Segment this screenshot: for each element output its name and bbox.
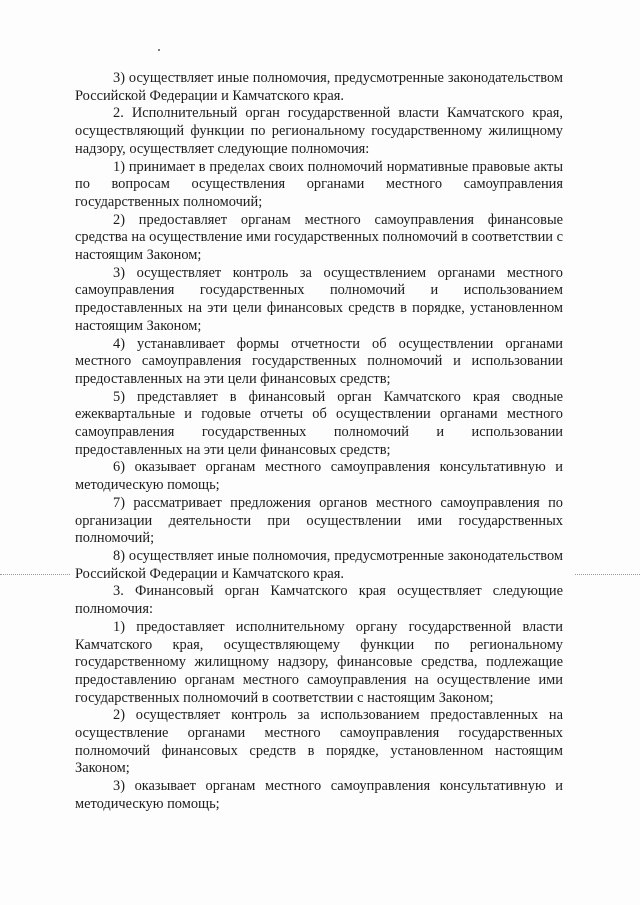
section-3-intro: 3. Финансовый орган Камчатского края осуществляет следующие полномочия: [75, 583, 563, 618]
section-2-intro: 2. Исполнительный орган государственной власти Камчатского края, осуществляющий функции по региональному государственному жилищному надзору, осуществляет следующие полномочия: [75, 105, 563, 157]
section-2-item-8: 8) осуществляет иные полномочия, предусмотренные законодательством Российской Федерации и Камчатского края. [75, 547, 563, 582]
section-3-item-3: 3) оказывает органам местного самоуправления консультативную и методическую помощь; [75, 778, 563, 812]
scan-artifact-right [575, 574, 640, 575]
scan-artifact-left [0, 574, 70, 575]
section-2-item-2: 2) предоставляет органам местного самоуправления финансовые средства на осуществление ими государственных полномочий в соответствии с настоящим Законом; [75, 211, 563, 264]
section-2-item-6: 6) оказывает органам местного самоуправления консультативную и методическую помощь; [75, 459, 563, 494]
section-2-item-5: 5) представляет в финансовый орган Камчатского края сводные ежеквартальные и годовые отчеты об осуществлении органами местного самоуправления государственных полномочий и использовании предоставленных на эти цели финансовых средств; [75, 388, 563, 458]
scan-speck [158, 49, 160, 51]
section-2-item-1: 1) принимает в пределах своих полномочий нормативные правовые акты по вопросам осуществления органами местного самоуправления государственных полномочий; [75, 158, 563, 210]
section-2-item-7: 7) рассматривает предложения органов местного самоуправления по организации деятельности при осуществлении ими государственных полномочий; [75, 494, 563, 547]
section-2-item-3: 3) осуществляет контроль за осуществлением органами местного самоуправления государственных полномочий и использованием предоставленных на эти цели финансовых средств в порядке, установленном настоящим Законом; [75, 264, 563, 334]
paragraph-1-3: 3) осуществляет иные полномочия, предусмотренные законодательством Российской Федерации и Камчатского края. [75, 70, 563, 104]
document-body [75, 70, 563, 814]
section-3-item-1: 1) предоставляет исполнительному органу государственной власти Камчатского края, осуществляющему функции по региональному государственному жилищному надзору, финансовые средства, подлежащие предоставлению органам местного самоуправления на осуществление ими государственных полномочий в соответствии с настоящим Законом; [75, 618, 563, 706]
section-2-item-4: 4) устанавливает формы отчетности об осуществлении органами местного самоуправления государственных полномочий и использовании предоставленных на эти цели финансовых средств; [75, 335, 563, 387]
section-3-item-2: 2) осуществляет контроль за использованием предоставленных на осуществление органами местного самоуправления государственных полномочий финансовых средств в порядке, установленном настоящим Законом; [75, 707, 563, 777]
